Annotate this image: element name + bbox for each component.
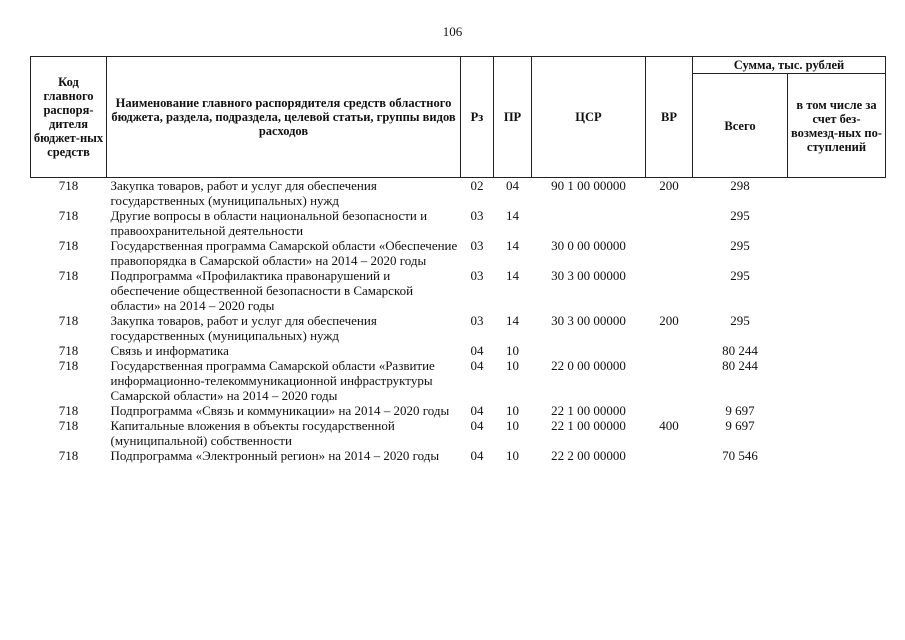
table-row	[31, 268, 886, 313]
cell-vr	[646, 448, 693, 463]
cell-code: 718	[58, 418, 79, 433]
cell-vr	[646, 358, 693, 403]
cell-name: Государственная программа Самарской области «Развитие информационно-телекоммуникационной инфраструктуры Самарской области» на 2014 – 2020 годы	[110, 358, 435, 403]
cell-grant	[788, 418, 886, 448]
cell-rz: 02	[470, 178, 484, 193]
header-vr: ВР	[646, 57, 693, 178]
table-row	[31, 403, 886, 418]
header-sum: Сумма, тыс. рублей	[693, 57, 886, 74]
cell-rz: 04	[470, 403, 484, 418]
budget-table	[30, 56, 885, 463]
cell-csr: 22 2 00 00000	[551, 448, 626, 463]
cell-code: 718	[58, 448, 79, 463]
cell-vr: 200	[659, 313, 679, 328]
cell-code: 718	[58, 208, 79, 223]
header-total: Всего	[693, 74, 788, 178]
cell-csr: 22 1 00 00000	[551, 418, 626, 433]
cell-code: 718	[58, 343, 79, 358]
cell-csr: 30 3 00 00000	[551, 313, 626, 328]
header-code: Код главного распоря-дителя бюджет-ных средств	[31, 57, 107, 178]
cell-code: 718	[58, 358, 79, 373]
cell-grant	[788, 208, 886, 238]
cell-name: Капитальные вложения в объекты государственной (муниципальной) собственности	[110, 418, 395, 448]
cell-name: Подпрограмма «Профилактика правонарушений и обеспечение общественной безопасности в Самарской области» на 2014 – 2020 годы	[110, 268, 414, 313]
cell-total: 9 697	[725, 418, 755, 433]
cell-csr: 30 0 00 00000	[551, 238, 626, 253]
cell-rz: 04	[470, 448, 484, 463]
cell-grant	[788, 448, 886, 463]
cell-grant	[788, 238, 886, 268]
cell-code: 718	[58, 268, 79, 283]
cell-code: 718	[58, 238, 79, 253]
cell-total: 70 546	[722, 448, 758, 463]
cell-vr	[646, 268, 693, 313]
header-csr: ЦСР	[532, 57, 646, 178]
cell-pr: 10	[506, 358, 519, 373]
cell-pr: 10	[506, 403, 519, 418]
cell-grant	[788, 403, 886, 418]
cell-rz: 04	[470, 343, 484, 358]
page-number: 106	[442, 24, 463, 39]
cell-total: 295	[730, 238, 750, 253]
cell-csr: 90 1 00 00000	[551, 178, 626, 193]
cell-vr	[646, 238, 693, 268]
cell-csr: 22 1 00 00000	[551, 403, 626, 418]
header-pr: ПР	[494, 57, 532, 178]
cell-vr: 400	[659, 418, 679, 433]
cell-name: Связь и информатика	[110, 343, 229, 358]
cell-csr: 22 0 00 00000	[551, 358, 626, 373]
cell-rz: 04	[470, 358, 484, 373]
cell-vr	[646, 343, 693, 358]
table-row	[31, 343, 886, 358]
cell-csr: 30 3 00 00000	[551, 268, 626, 283]
cell-pr: 10	[506, 448, 519, 463]
cell-name: Другие вопросы в области национальной безопасности и правоохранительной деятельности	[110, 208, 428, 238]
table-row	[31, 178, 886, 209]
table-row	[31, 448, 886, 463]
cell-total: 295	[730, 208, 750, 223]
cell-vr: 200	[659, 178, 679, 193]
cell-rz: 03	[470, 313, 484, 328]
cell-total: 295	[730, 268, 750, 283]
header-name: Наименование главного распорядителя средств областного бюджета, раздела, подраздела, целевой статьи, группы видов расходов	[107, 57, 461, 178]
cell-name: Государственная программа Самарской области «Обеспечение правопорядка в Самарской области» на 2014 – 2020 годы	[110, 238, 458, 268]
cell-grant	[788, 178, 886, 209]
table-row	[31, 418, 886, 448]
cell-total: 9 697	[725, 403, 755, 418]
cell-code: 718	[58, 313, 79, 328]
cell-rz: 03	[470, 238, 484, 253]
cell-rz: 03	[470, 208, 484, 223]
cell-total: 80 244	[722, 358, 758, 373]
table-row	[31, 358, 886, 403]
cell-name: Подпрограмма «Электронный регион» на 2014 – 2020 годы	[110, 448, 440, 463]
cell-pr: 14	[506, 238, 519, 253]
cell-total: 298	[730, 178, 750, 193]
cell-pr: 14	[506, 313, 519, 328]
cell-grant	[788, 268, 886, 313]
cell-pr: 04	[506, 178, 519, 193]
cell-rz: 03	[470, 268, 484, 283]
cell-total: 80 244	[722, 343, 758, 358]
cell-rz: 04	[470, 418, 484, 433]
cell-name: Подпрограмма «Связь и коммуникации» на 2014 – 2020 годы	[110, 403, 450, 418]
table-row	[31, 208, 886, 238]
cell-grant	[788, 313, 886, 343]
cell-vr	[646, 208, 693, 238]
cell-csr	[532, 343, 646, 358]
table-header	[31, 57, 886, 178]
cell-code: 718	[58, 178, 79, 193]
header-grant: в том числе за счет без-возмезд-ных по-ступлений	[788, 74, 886, 178]
cell-grant	[788, 358, 886, 403]
cell-name: Закупка товаров, работ и услуг для обеспечения государственных (муниципальных) нужд	[110, 313, 377, 343]
cell-pr: 14	[506, 208, 519, 223]
table-row	[31, 313, 886, 343]
table-body	[31, 178, 886, 464]
cell-pr: 10	[506, 418, 519, 433]
cell-vr	[646, 403, 693, 418]
cell-pr: 14	[506, 268, 519, 283]
cell-pr: 10	[506, 343, 519, 358]
cell-code: 718	[58, 403, 79, 418]
cell-total: 295	[730, 313, 750, 328]
header-rz: Рз	[461, 57, 494, 178]
table-row	[31, 238, 886, 268]
cell-grant	[788, 343, 886, 358]
cell-name: Закупка товаров, работ и услуг для обеспечения государственных (муниципальных) нужд	[110, 178, 377, 208]
cell-csr	[532, 208, 646, 238]
